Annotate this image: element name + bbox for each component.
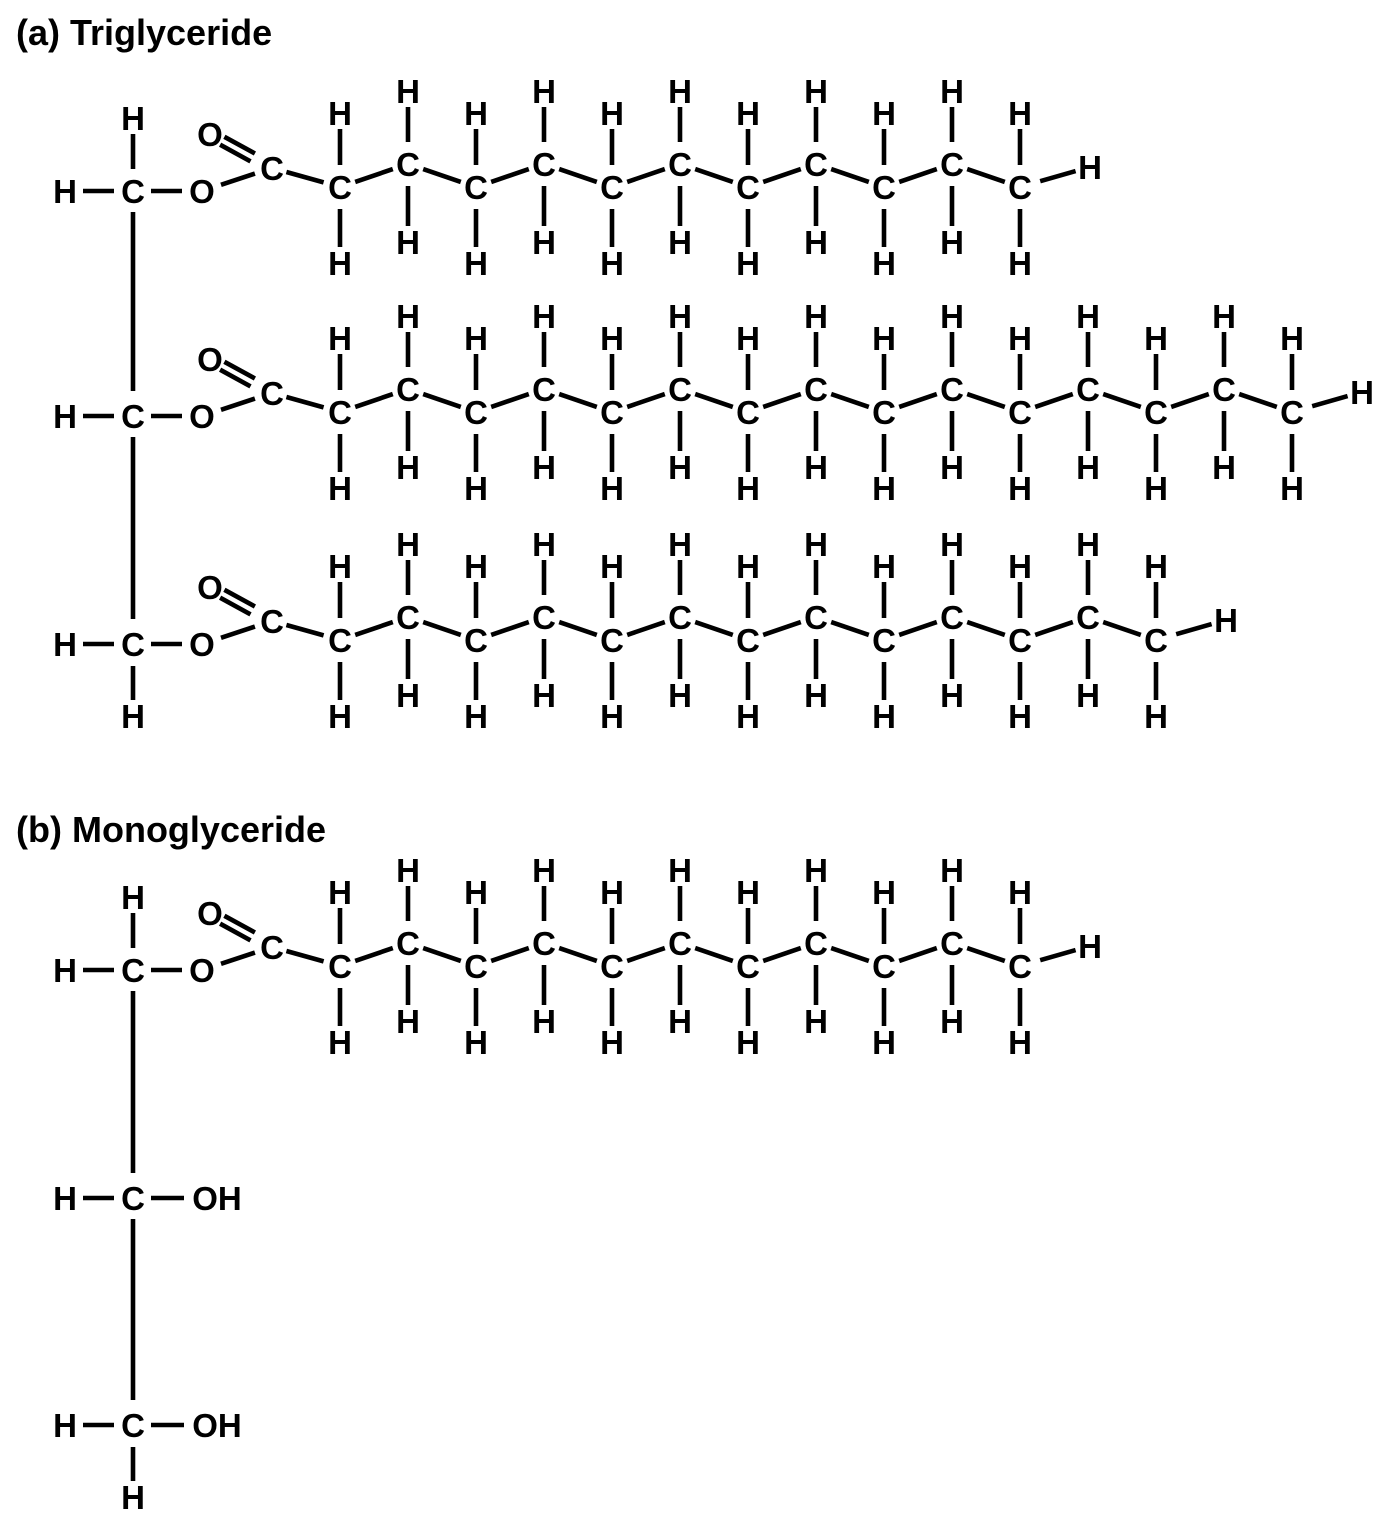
hydrogen-atom: H xyxy=(53,1180,77,1217)
section-label-triglyceride: (a) Triglyceride xyxy=(16,12,273,53)
chain-carbon-atom: C xyxy=(464,169,488,206)
hydrogen-atom: H xyxy=(1008,95,1032,132)
c-c-bond xyxy=(286,951,323,961)
chain-carbon-atom: C xyxy=(1144,622,1168,659)
c-c-bond xyxy=(286,397,323,407)
hydrogen-atom: H xyxy=(872,1024,896,1061)
carbonyl-oxygen-atom: O xyxy=(197,341,223,378)
carbonyl-carbon-atom: C xyxy=(260,929,284,966)
hydrogen-atom: H xyxy=(940,73,964,110)
hydrogen-atom: H xyxy=(121,698,145,735)
chain-carbon-atom: C xyxy=(464,948,488,985)
c-c-bond xyxy=(831,622,869,635)
chain-carbon-atom: C xyxy=(396,599,420,636)
c-h-bond xyxy=(1176,624,1211,634)
c-c-bond xyxy=(627,169,665,182)
chain-carbon-atom: C xyxy=(600,169,624,206)
hydrogen-atom: H xyxy=(804,298,828,335)
hydrogen-atom: H xyxy=(804,73,828,110)
hydrogen-atom: H xyxy=(600,245,624,282)
chain-carbon-atom: C xyxy=(600,622,624,659)
hydrogen-atom: H xyxy=(1144,470,1168,507)
c-c-bond xyxy=(491,622,529,635)
c-c-bond xyxy=(1103,394,1141,407)
c-c-bond xyxy=(899,394,937,407)
c-c-bond xyxy=(1171,394,1209,407)
chain-carbon-atom: C xyxy=(736,169,760,206)
hydrogen-atom: H xyxy=(53,398,77,435)
hydrogen-atom: H xyxy=(940,1003,964,1040)
hydrogen-atom: H xyxy=(328,320,352,357)
hydrogen-atom: H xyxy=(532,73,556,110)
c-c-bond xyxy=(423,948,461,961)
c-c-bond xyxy=(423,169,461,182)
hydrogen-atom: H xyxy=(396,449,420,486)
c-c-bond xyxy=(355,948,393,961)
chain-carbon-atom: C xyxy=(804,146,828,183)
glycerol-carbon-atom: C xyxy=(121,173,145,210)
ester-oxygen-atom: O xyxy=(189,173,215,210)
hydrogen-atom: H xyxy=(1144,548,1168,585)
c-c-bond xyxy=(355,622,393,635)
hydrogen-atom: H xyxy=(532,852,556,889)
c-c-bond xyxy=(627,622,665,635)
hydrogen-atom: H xyxy=(940,677,964,714)
carbonyl-oxygen-atom: O xyxy=(197,895,223,932)
hydrogen-atom: H xyxy=(328,548,352,585)
hydrogen-atom: H xyxy=(736,874,760,911)
hydrogen-atom: H xyxy=(53,1407,77,1444)
c-c-bond xyxy=(491,394,529,407)
c-h-bond xyxy=(1040,171,1075,181)
hydroxyl-group: OH xyxy=(192,1180,242,1217)
hydrogen-atom: H xyxy=(736,95,760,132)
c-c-bond xyxy=(763,948,801,961)
c-c-bond xyxy=(763,622,801,635)
hydrogen-atom: H xyxy=(872,698,896,735)
triglyceride-row-3 xyxy=(53,526,1238,735)
c-c-bond xyxy=(695,169,733,182)
hydrogen-atom: H xyxy=(121,100,145,137)
c-c-bond xyxy=(559,948,597,961)
chain-carbon-atom: C xyxy=(736,394,760,431)
hydrogen-atom: H xyxy=(736,320,760,357)
c-c-bond xyxy=(491,948,529,961)
hydrogen-atom: H xyxy=(328,1024,352,1061)
c-c-bond xyxy=(627,948,665,961)
hydrogen-atom: H xyxy=(464,1024,488,1061)
hydrogen-atom: H xyxy=(940,449,964,486)
glycerol-carbon-atom: C xyxy=(121,952,145,989)
terminal-hydrogen-atom: H xyxy=(1350,374,1374,411)
c-c-bond xyxy=(831,394,869,407)
hydrogen-atom: H xyxy=(804,449,828,486)
chain-carbon-atom: C xyxy=(328,394,352,431)
c-h-bond xyxy=(1312,396,1347,406)
chain-carbon-atom: C xyxy=(736,622,760,659)
ester-oxygen-atom: O xyxy=(189,952,215,989)
chain-carbon-atom: C xyxy=(668,371,692,408)
c-c-bond xyxy=(355,169,393,182)
chain-carbon-atom: C xyxy=(600,948,624,985)
chain-carbon-atom: C xyxy=(804,599,828,636)
c-c-bond xyxy=(695,394,733,407)
monoglyceride-row-3 xyxy=(53,1407,242,1516)
chain-carbon-atom: C xyxy=(872,948,896,985)
chain-carbon-atom: C xyxy=(668,925,692,962)
chain-carbon-atom: C xyxy=(940,371,964,408)
hydrogen-atom: H xyxy=(1076,526,1100,563)
hydrogen-atom: H xyxy=(396,1003,420,1040)
carbonyl-carbon-atom: C xyxy=(260,150,284,187)
c-c-bond xyxy=(1239,394,1277,407)
c-c-bond xyxy=(763,394,801,407)
hydrogen-atom: H xyxy=(464,698,488,735)
chain-carbon-atom: C xyxy=(1008,169,1032,206)
hydrogen-atom: H xyxy=(600,470,624,507)
hydrogen-atom: H xyxy=(804,1003,828,1040)
hydrogen-atom: H xyxy=(396,677,420,714)
c-c-bond xyxy=(491,169,529,182)
hydrogen-atom: H xyxy=(1008,548,1032,585)
hydrogen-atom: H xyxy=(328,245,352,282)
ester-oxygen-atom: O xyxy=(189,398,215,435)
hydrogen-atom: H xyxy=(804,224,828,261)
c-c-bond xyxy=(559,622,597,635)
hydrogen-atom: H xyxy=(1144,320,1168,357)
hydrogen-atom: H xyxy=(668,298,692,335)
chain-carbon-atom: C xyxy=(1280,394,1304,431)
c-c-bond xyxy=(286,172,323,182)
c-c-bond xyxy=(559,169,597,182)
chain-carbon-atom: C xyxy=(872,622,896,659)
hydrogen-atom: H xyxy=(121,1479,145,1516)
hydrogen-atom: H xyxy=(53,173,77,210)
hydrogen-atom: H xyxy=(940,852,964,889)
glycerol-carbon-atom: C xyxy=(121,1407,145,1444)
hydrogen-atom: H xyxy=(668,449,692,486)
c-c-bond xyxy=(1103,622,1141,635)
chain-carbon-atom: C xyxy=(328,948,352,985)
chain-carbon-atom: C xyxy=(736,948,760,985)
c-c-bond xyxy=(899,948,937,961)
hydrogen-atom: H xyxy=(736,470,760,507)
hydrogen-atom: H xyxy=(464,548,488,585)
hydrogen-atom: H xyxy=(396,73,420,110)
hydrogen-atom: H xyxy=(804,852,828,889)
c-c-bond xyxy=(831,948,869,961)
hydrogen-atom: H xyxy=(328,95,352,132)
chain-carbon-atom: C xyxy=(532,371,556,408)
hydrogen-atom: H xyxy=(600,95,624,132)
hydrogen-atom: H xyxy=(328,470,352,507)
hydroxyl-group: OH xyxy=(192,1407,242,1444)
hydrogen-atom: H xyxy=(600,698,624,735)
hydrogen-atom: H xyxy=(532,224,556,261)
hydrogen-atom: H xyxy=(1144,698,1168,735)
hydrogen-atom: H xyxy=(53,952,77,989)
chain-carbon-atom: C xyxy=(668,599,692,636)
o-c-bond xyxy=(221,627,255,638)
hydrogen-atom: H xyxy=(668,852,692,889)
hydrogen-atom: H xyxy=(600,874,624,911)
c-c-bond xyxy=(695,948,733,961)
hydrogen-atom: H xyxy=(668,677,692,714)
hydrogen-atom: H xyxy=(736,698,760,735)
hydrogen-atom: H xyxy=(1280,320,1304,357)
hydrogen-atom: H xyxy=(736,245,760,282)
hydrogen-atom: H xyxy=(1076,449,1100,486)
hydrogen-atom: H xyxy=(396,526,420,563)
hydrogen-atom: H xyxy=(396,852,420,889)
glycerol-carbon-atom: C xyxy=(121,626,145,663)
hydrogen-atom: H xyxy=(532,1003,556,1040)
c-c-bond xyxy=(1035,622,1073,635)
chain-carbon-atom: C xyxy=(1076,371,1100,408)
section-label-monoglyceride: (b) Monoglyceride xyxy=(16,809,327,850)
c-c-bond xyxy=(627,394,665,407)
hydrogen-atom: H xyxy=(668,73,692,110)
hydrogen-atom: H xyxy=(396,298,420,335)
hydrogen-atom: H xyxy=(668,224,692,261)
terminal-hydrogen-atom: H xyxy=(1078,928,1102,965)
hydrogen-atom: H xyxy=(464,245,488,282)
c-c-bond xyxy=(831,169,869,182)
chain-carbon-atom: C xyxy=(464,394,488,431)
hydrogen-atom: H xyxy=(53,626,77,663)
chain-carbon-atom: C xyxy=(532,925,556,962)
hydrogen-atom: H xyxy=(1008,1024,1032,1061)
hydrogen-atom: H xyxy=(940,298,964,335)
hydrogen-atom: H xyxy=(600,1024,624,1061)
molecule-monoglyceride xyxy=(16,809,1102,1516)
c-c-bond xyxy=(967,948,1005,961)
hydrogen-atom: H xyxy=(668,1003,692,1040)
chain-carbon-atom: C xyxy=(532,146,556,183)
hydrogen-atom: H xyxy=(532,449,556,486)
o-c-bond xyxy=(221,399,255,410)
molecule-triglyceride xyxy=(16,12,1374,735)
hydrogen-atom: H xyxy=(532,298,556,335)
chain-carbon-atom: C xyxy=(940,599,964,636)
hydrogen-atom: H xyxy=(1280,470,1304,507)
carbonyl-carbon-atom: C xyxy=(260,375,284,412)
c-c-bond xyxy=(355,394,393,407)
chain-carbon-atom: C xyxy=(464,622,488,659)
hydrogen-atom: H xyxy=(600,320,624,357)
hydrogen-atom: H xyxy=(532,677,556,714)
c-c-bond xyxy=(695,622,733,635)
chain-carbon-atom: C xyxy=(804,925,828,962)
chain-carbon-atom: C xyxy=(940,925,964,962)
hydrogen-atom: H xyxy=(1008,470,1032,507)
chain-carbon-atom: C xyxy=(668,146,692,183)
chain-carbon-atom: C xyxy=(1076,599,1100,636)
chain-carbon-atom: C xyxy=(1008,622,1032,659)
chain-carbon-atom: C xyxy=(396,146,420,183)
hydrogen-atom: H xyxy=(600,548,624,585)
hydrogen-atom: H xyxy=(736,1024,760,1061)
hydrogen-atom: H xyxy=(940,526,964,563)
hydrogen-atom: H xyxy=(1008,245,1032,282)
c-c-bond xyxy=(286,625,323,635)
terminal-hydrogen-atom: H xyxy=(1078,149,1102,186)
o-c-bond xyxy=(221,174,255,185)
c-c-bond xyxy=(423,622,461,635)
chain-carbon-atom: C xyxy=(1212,371,1236,408)
hydrogen-atom: H xyxy=(1212,298,1236,335)
hydrogen-atom: H xyxy=(328,874,352,911)
chain-carbon-atom: C xyxy=(328,169,352,206)
hydrogen-atom: H xyxy=(872,95,896,132)
chain-carbon-atom: C xyxy=(328,622,352,659)
chain-carbon-atom: C xyxy=(532,599,556,636)
chain-carbon-atom: C xyxy=(1008,394,1032,431)
glycerol-carbon-atom: C xyxy=(121,1180,145,1217)
glycerol-carbon-atom: C xyxy=(121,398,145,435)
chain-carbon-atom: C xyxy=(940,146,964,183)
hydrogen-atom: H xyxy=(396,224,420,261)
hydrogen-atom: H xyxy=(121,879,145,916)
chain-carbon-atom: C xyxy=(1144,394,1168,431)
hydrogen-atom: H xyxy=(1008,874,1032,911)
hydrogen-atom: H xyxy=(328,698,352,735)
hydrogen-atom: H xyxy=(872,320,896,357)
chain-carbon-atom: C xyxy=(1008,948,1032,985)
hydrogen-atom: H xyxy=(940,224,964,261)
terminal-hydrogen-atom: H xyxy=(1214,602,1238,639)
hydrogen-atom: H xyxy=(872,470,896,507)
hydrogen-atom: H xyxy=(804,526,828,563)
c-c-bond xyxy=(899,622,937,635)
chain-carbon-atom: C xyxy=(872,394,896,431)
monoglyceride-row-1 xyxy=(53,852,1102,1173)
monoglyceride-row-2 xyxy=(53,1180,242,1400)
ester-oxygen-atom: O xyxy=(189,626,215,663)
hydrogen-atom: H xyxy=(1076,298,1100,335)
hydrogen-atom: H xyxy=(1008,320,1032,357)
chain-carbon-atom: C xyxy=(396,925,420,962)
hydrogen-atom: H xyxy=(532,526,556,563)
hydrogen-atom: H xyxy=(668,526,692,563)
hydrogen-atom: H xyxy=(804,677,828,714)
hydrogen-atom: H xyxy=(464,320,488,357)
o-c-bond xyxy=(221,953,255,964)
hydrogen-atom: H xyxy=(464,95,488,132)
hydrogen-atom: H xyxy=(1076,677,1100,714)
carbonyl-oxygen-atom: O xyxy=(197,116,223,153)
carbonyl-oxygen-atom: O xyxy=(197,569,223,606)
triglyceride-row-2 xyxy=(53,298,1374,619)
c-c-bond xyxy=(967,394,1005,407)
c-c-bond xyxy=(967,169,1005,182)
hydrogen-atom: H xyxy=(872,245,896,282)
c-c-bond xyxy=(423,394,461,407)
hydrogen-atom: H xyxy=(464,470,488,507)
chain-carbon-atom: C xyxy=(600,394,624,431)
chain-carbon-atom: C xyxy=(872,169,896,206)
c-c-bond xyxy=(967,622,1005,635)
c-h-bond xyxy=(1040,950,1075,960)
hydrogen-atom: H xyxy=(872,874,896,911)
hydrogen-atom: H xyxy=(1212,449,1236,486)
hydrogen-atom: H xyxy=(1008,698,1032,735)
carbonyl-carbon-atom: C xyxy=(260,603,284,640)
c-c-bond xyxy=(899,169,937,182)
hydrogen-atom: H xyxy=(872,548,896,585)
hydrogen-atom: H xyxy=(736,548,760,585)
chain-carbon-atom: C xyxy=(804,371,828,408)
c-c-bond xyxy=(763,169,801,182)
c-c-bond xyxy=(1035,394,1073,407)
chain-carbon-atom: C xyxy=(396,371,420,408)
c-c-bond xyxy=(559,394,597,407)
hydrogen-atom: H xyxy=(464,874,488,911)
